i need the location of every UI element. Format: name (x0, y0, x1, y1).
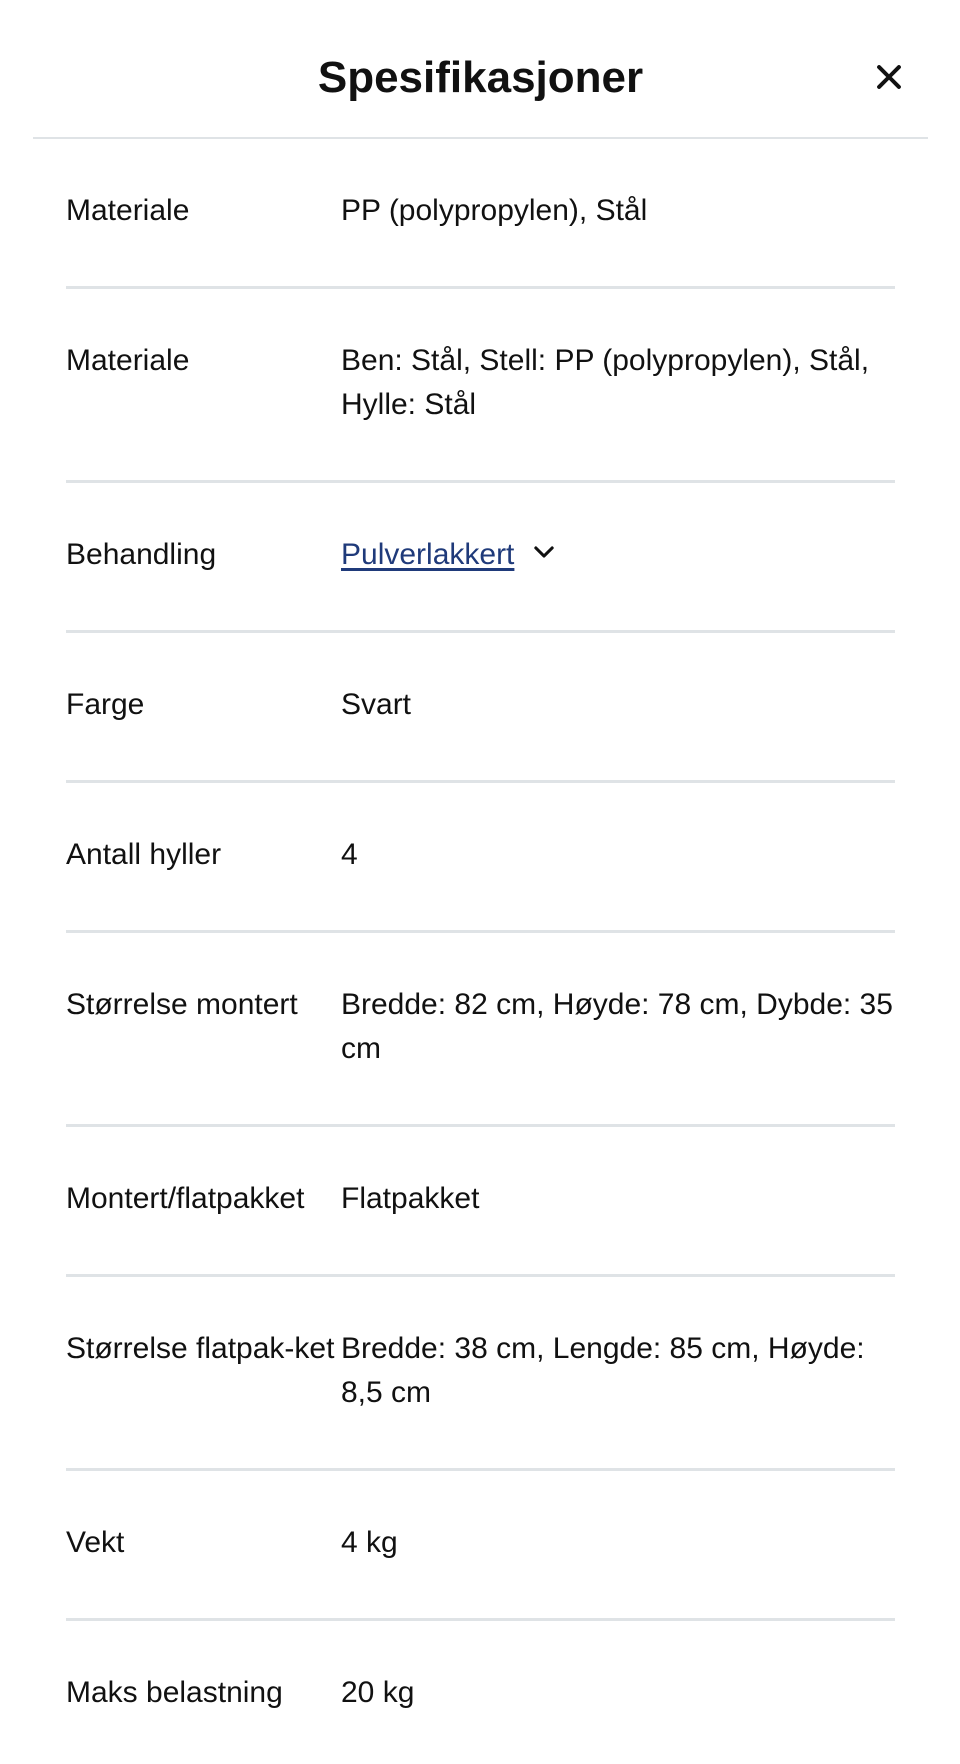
spec-value: Svart (341, 688, 412, 721)
spec-label: Behandling (66, 538, 217, 571)
spec-label: Farge (66, 688, 145, 721)
spec-row-maks-belastning (66, 1621, 895, 1764)
spec-row-materiale (66, 139, 895, 289)
spec-value: Bredde: 82 cm, Høyde: 78 cm, Dybde: 35 cm (341, 988, 893, 1065)
panel-header (33, 0, 928, 139)
spec-row-storrelse-montert (66, 933, 895, 1127)
spec-label: Maks belastning (66, 1676, 283, 1709)
chevron-down-icon (530, 538, 558, 566)
behandling-link[interactable]: Pulverlakkert (341, 538, 515, 571)
spec-value-wrapper (341, 533, 895, 577)
spec-label: Antall hyller (66, 838, 222, 871)
spec-row-behandling (66, 483, 895, 633)
close-button[interactable] (872, 60, 906, 94)
spec-list (66, 139, 895, 1764)
panel-title: Spesifikasjoner (317, 53, 644, 102)
spec-value: 4 (341, 838, 358, 871)
spec-label: Materiale (66, 344, 190, 377)
spec-label: Størrelse montert (66, 988, 298, 1021)
close-icon (872, 60, 906, 94)
spec-label: Materiale (66, 194, 190, 227)
spec-label: Størrelse flatpak-ket (66, 1332, 335, 1365)
spec-value: Bredde: 38 cm, Lengde: 85 cm, Høyde: 8,5 cm (341, 1332, 865, 1409)
spec-label: Vekt (66, 1526, 125, 1559)
spec-value: Flatpakket (341, 1182, 480, 1215)
spec-value: 4 kg (341, 1526, 398, 1559)
spec-value: PP (polypropylen), Stål (341, 194, 648, 227)
spec-row-vekt (66, 1471, 895, 1621)
spec-row-materiale-details (66, 289, 895, 483)
spec-row-storrelse-flatpakket (66, 1277, 895, 1471)
expand-behandling-button[interactable] (530, 538, 558, 566)
spec-value: 20 kg (341, 1676, 415, 1709)
spec-row-montert-flatpakket (66, 1127, 895, 1277)
spec-value: Ben: Stål, Stell: PP (polypropylen), Stål, Hylle: Stål (341, 344, 870, 421)
spec-label: Montert/flatpakket (66, 1182, 305, 1215)
spec-row-farge (66, 633, 895, 783)
spec-row-antall-hyller (66, 783, 895, 933)
